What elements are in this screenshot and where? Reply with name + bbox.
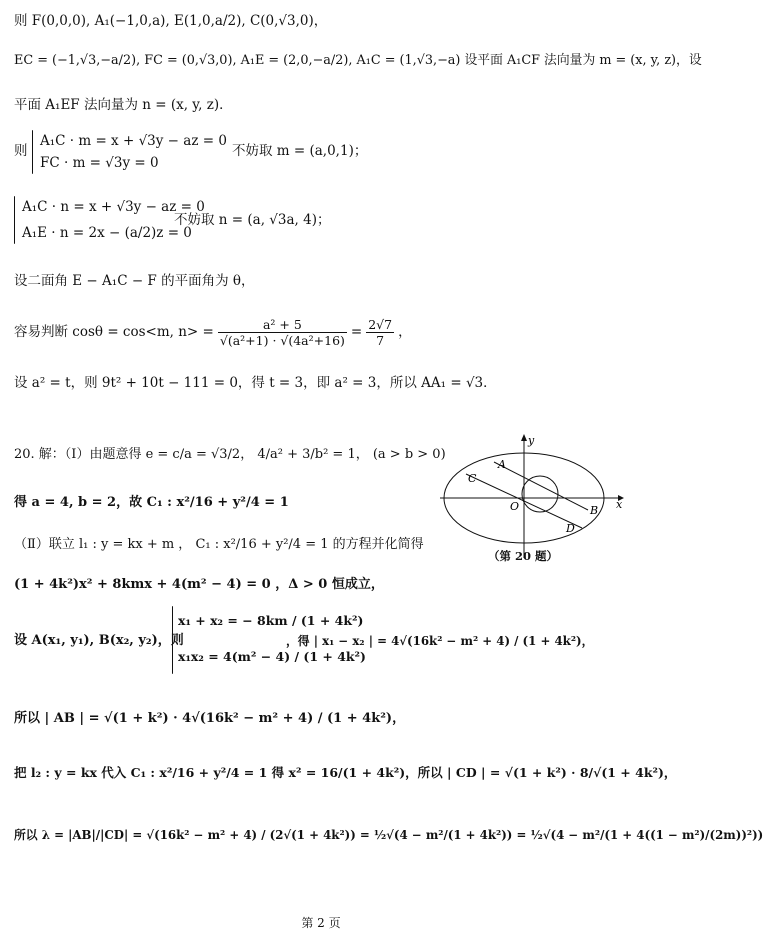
q20-quadratic-line: (1 + 4k²)x² + 8kmx + 4(m² − 4) = 0 ，Δ > 0 恒成立， bbox=[14, 577, 384, 592]
origin-label: O bbox=[510, 500, 520, 513]
ellipse-figure bbox=[438, 432, 630, 562]
system-n-note: 不妨取 n = (a, √3a, 4)； bbox=[174, 212, 331, 228]
cosine-prefix: 容易判断 cosθ = cos<m, n> = bbox=[14, 324, 214, 340]
line-l1 bbox=[494, 462, 588, 510]
cosine-line bbox=[14, 310, 412, 354]
system-n bbox=[14, 196, 614, 246]
point-b-label: B bbox=[590, 504, 599, 517]
cosine-result-fraction bbox=[366, 317, 394, 348]
system-m-row2: FC · m = √3y = 0 bbox=[40, 155, 159, 171]
y-axis-label: y bbox=[528, 434, 535, 447]
q20-vieta-row2: x₁x₂ = 4(m² − 4) / (1 + 4k²) bbox=[178, 649, 366, 664]
vectors-line: EC = (−1,√3,−a/2), FC = (0,√3,0), A₁E = (2,0,−a/2), A₁C = (1,√3,−a) 设平面 A₁CF 法向量为 m = (x, y, z)，设 bbox=[14, 53, 702, 68]
q20-ab-length: 所以 | AB | = √(1 + k²) · 4√(16k² − m² + 4) / (1 + 4k²)， bbox=[14, 711, 406, 726]
normal-vector-line: 平面 A₁EF 法向量为 n = (x, y, z)． bbox=[14, 97, 233, 113]
cosine-result-numerator: 2√7 bbox=[368, 316, 393, 332]
cosine-fraction bbox=[218, 317, 347, 348]
q20-vieta-prefix: 设 A(x₁, y₁), B(x₂, y₂)，则 bbox=[14, 633, 184, 648]
system-n-row1: A₁C · n = x + √3y − az = 0 bbox=[22, 199, 205, 215]
cosine-tail: ， bbox=[398, 324, 412, 340]
cosine-denominator: √(a²+1) · √(4a²+16) bbox=[219, 332, 345, 348]
page-number: 第 2 页 bbox=[301, 916, 341, 930]
q20-part1-line: 20. 解：（Ⅰ）由题意得 e = c/a = √3/2， 4/a² + 3/b² = 1， (a > b > 0) bbox=[14, 447, 446, 462]
cosine-result-denominator: 7 bbox=[376, 332, 385, 348]
small-circle bbox=[522, 476, 558, 512]
system-m-note: 不妨取 m = (a,0,1)； bbox=[232, 143, 368, 159]
y-axis-arrow bbox=[521, 434, 527, 441]
point-d-label: D bbox=[566, 522, 575, 535]
q20-cd-length: 把 l₂ : y = kx 代入 C₁ : x²/16 + y²/4 = 1 得 x² = 16/(1 + 4k²)，所以 | CD | = √(1 + k²) · 8/√(1 + 4k²)， bbox=[14, 765, 677, 780]
system-m-prefix: 则 bbox=[14, 143, 28, 159]
x-axis-label: x bbox=[616, 498, 623, 511]
system-n-row2: A₁E · n = 2x − (a/2)z = 0 bbox=[22, 225, 192, 241]
point-a-label: A bbox=[498, 458, 506, 471]
q20-vieta-row1: x₁ + x₂ = − 8km / (1 + 4k²) bbox=[178, 613, 364, 628]
figure-caption: （第 20 题） bbox=[488, 549, 559, 563]
system-m bbox=[32, 130, 632, 176]
q20-vieta-tail: ，得 | x₁ − x₂ | = 4√(16k² − m² + 4) / (1 + 4k²)， bbox=[286, 634, 594, 648]
cosine-numerator: a² + 5 bbox=[218, 317, 347, 333]
point-c-label: C bbox=[468, 472, 477, 485]
q20-vieta-brace bbox=[172, 606, 173, 674]
solve-t-line: 设 a² = t，则 9t² + 10t − 111 = 0，得 t = 3，即 a² = 3，所以 AA₁ = √3． bbox=[14, 375, 497, 391]
dihedral-angle-line: 设二面角 E − A₁C − F 的平面角为 θ， bbox=[14, 273, 255, 289]
q20-ellipse-equation: 得 a = 4, b = 2，故 C₁ : x²/16 + y²/4 = 1 bbox=[14, 495, 289, 510]
system-m-brace bbox=[32, 130, 33, 174]
system-n-brace bbox=[14, 196, 15, 244]
system-m-row1: A₁C · m = x + √3y − az = 0 bbox=[40, 133, 227, 149]
q20-lambda-line: 所以 λ = |AB|/|CD| = √(16k² − m² + 4) / (2√(1 + 4k²)) = ½√(4 − m²/(1 + 4k²)) = ½√(4 − m²/(1 + 4((1 − m²)/(2m))²)) bbox=[14, 828, 763, 842]
coordinates-line: 则 F(0,0,0), A₁(−1,0,a), E(1,0,a/2), C(0,√3,0)， bbox=[14, 13, 328, 29]
cosine-equals: = bbox=[350, 324, 363, 340]
q20-part2-line: （Ⅱ）联立 l₁ : y = kx + m ， C₁ : x²/16 + y²/4 = 1 的方程并化简得 bbox=[14, 537, 424, 552]
